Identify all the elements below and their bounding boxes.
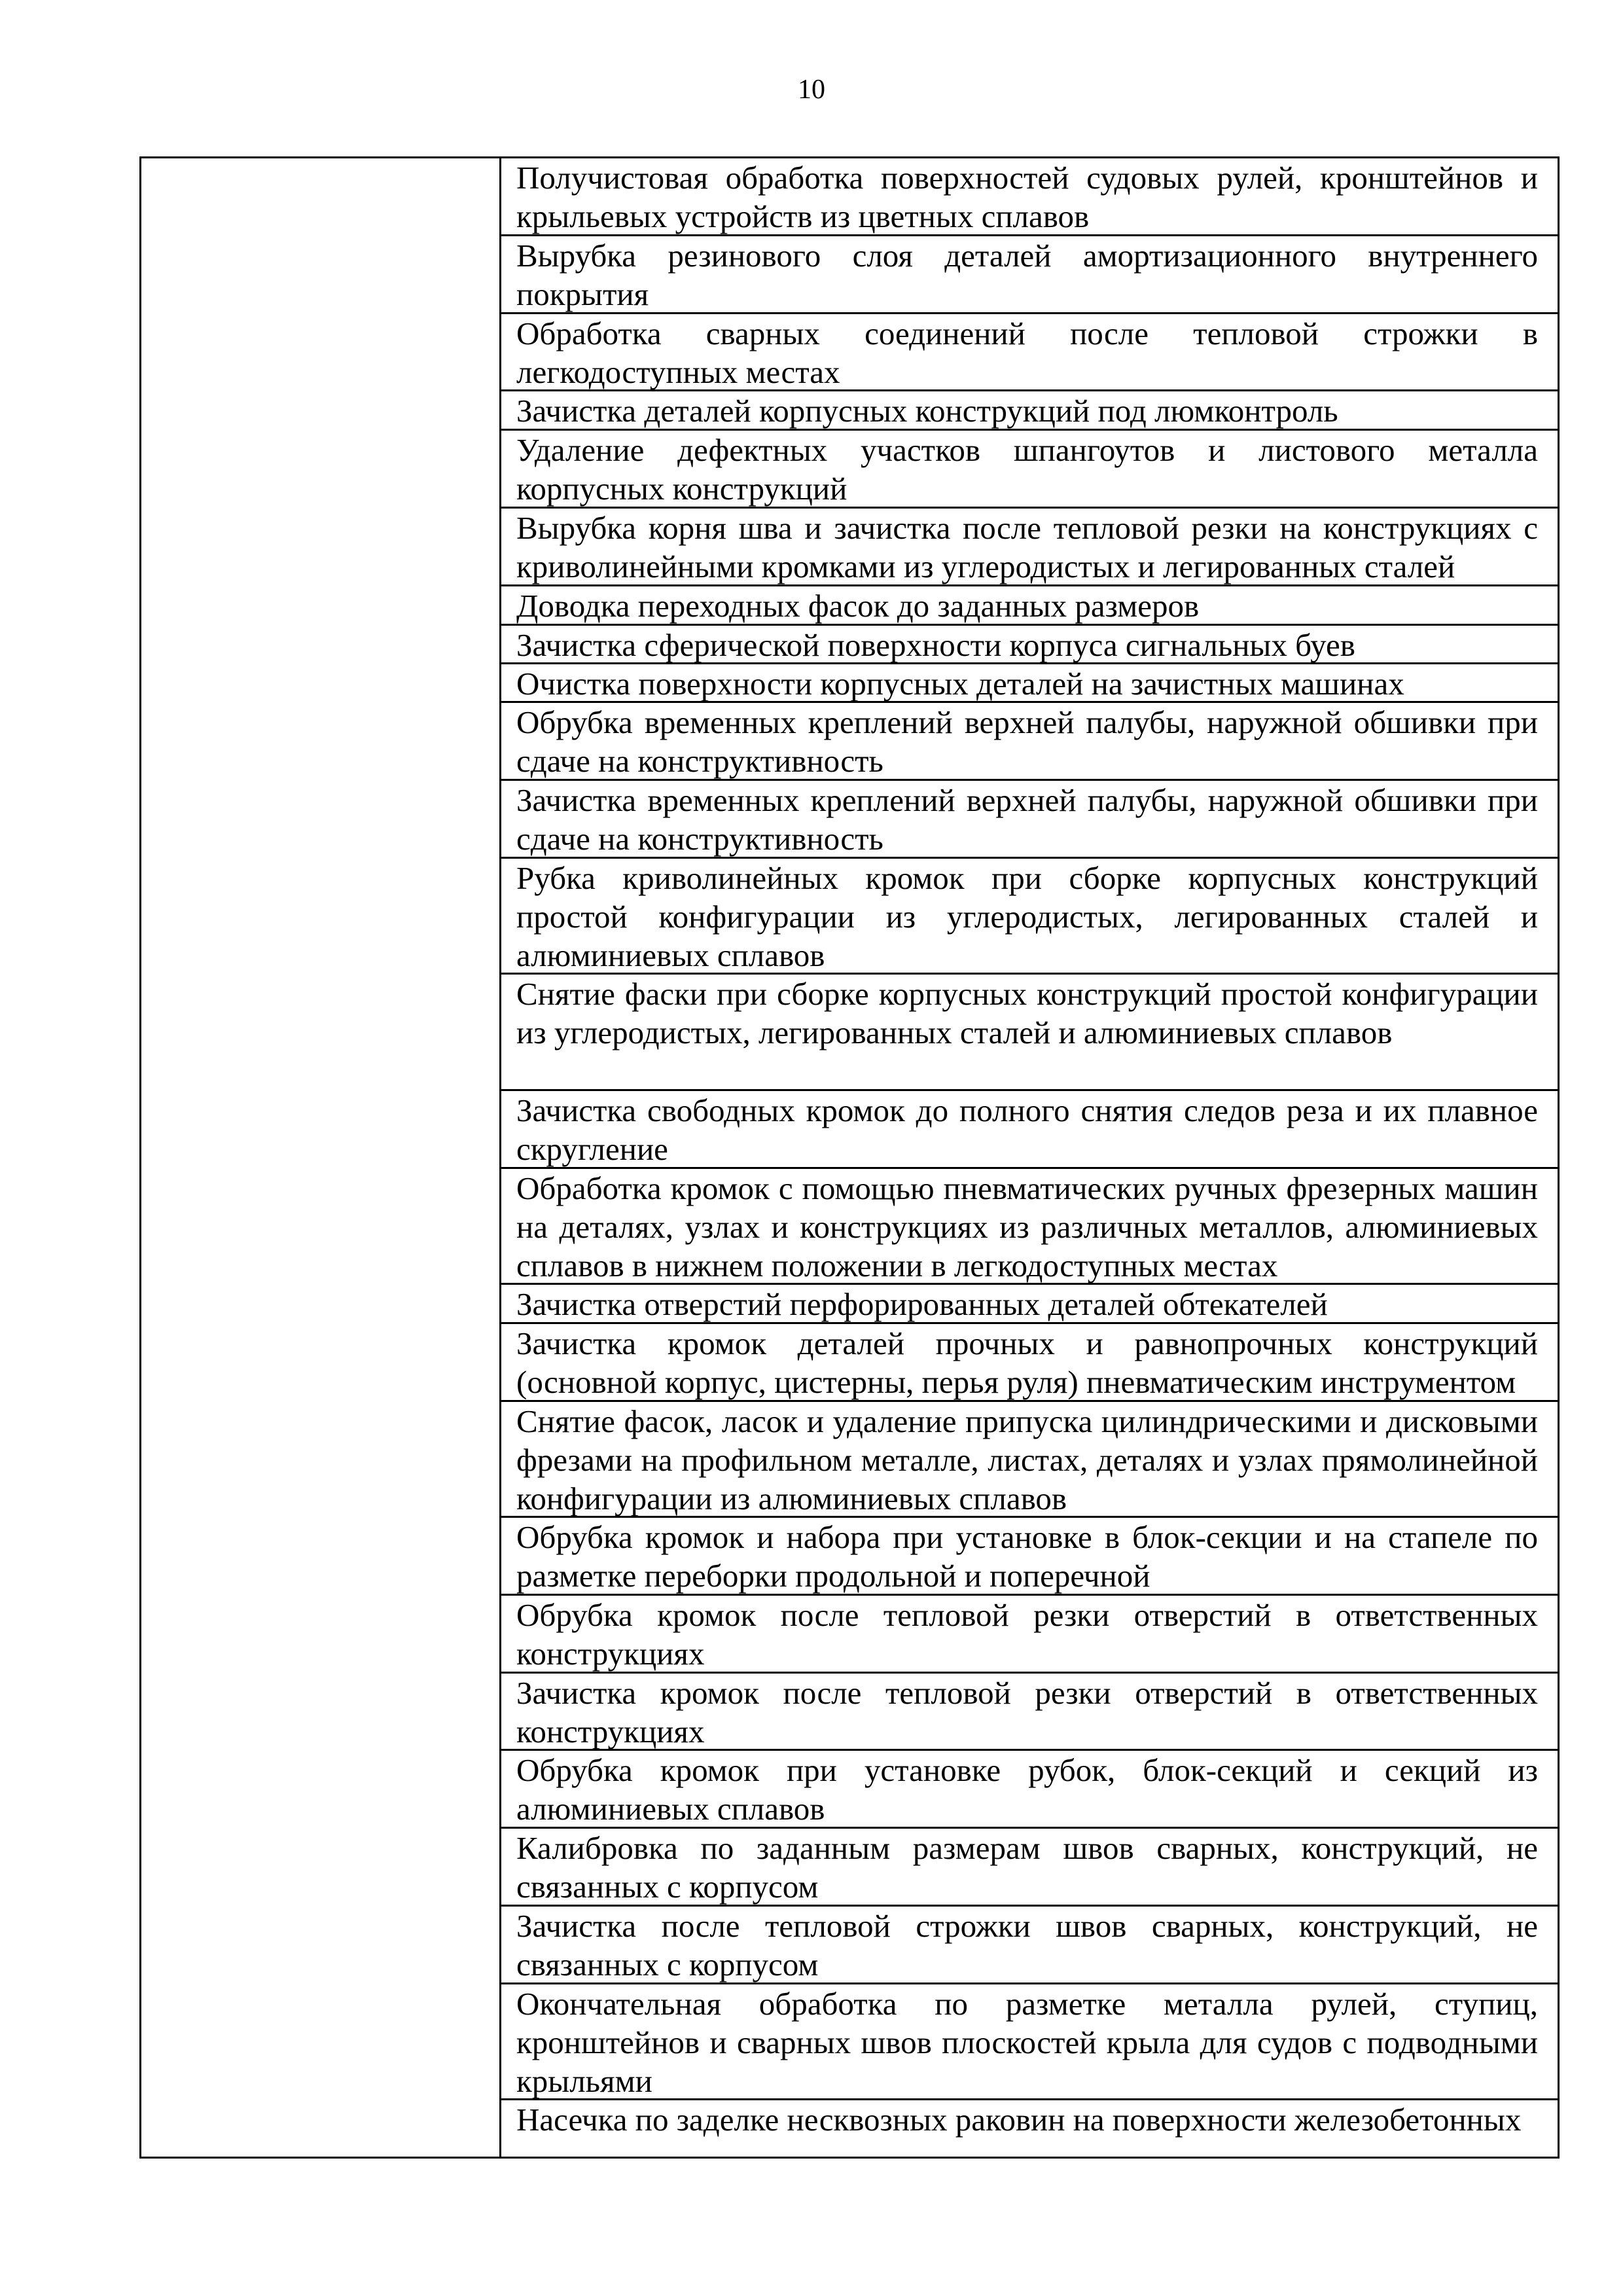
- table-row: Доводка переходных фасок до заданных размеров: [501, 586, 1558, 626]
- table-row: Снятие фасок, ласок и удаление припуска цилиндрическими и дисковыми фрезами на профильном металле, листах, деталях и узлах прямолинейной конфигурации из алюминиевых сплавов: [501, 1402, 1558, 1518]
- table-row: Обрубка кромок при установке рубок, блок-секций и секций из алюминиевых сплавов: [501, 1751, 1558, 1829]
- table-row: Очистка поверхности корпусных деталей на зачистных машинах: [501, 664, 1558, 703]
- table-row: Рубка криволинейных кромок при сборке корпусных конструкций простой конфигурации из углеродистых, легированных сталей и алюминиевых сплавов: [501, 859, 1558, 975]
- table-row: Зачистка кромок после тепловой резки отверстий в ответственных конструкциях: [501, 1674, 1558, 1751]
- table-row: Зачистка свободных кромок до полного снятия следов реза и их плавное скругление: [501, 1091, 1558, 1169]
- table-row: Зачистка после тепловой строжки швов сварных, конструкций, не связанных с корпусом: [501, 1907, 1558, 1984]
- table-row: Удаление дефектных участков шпангоутов и листового металла корпусных конструкций: [501, 431, 1558, 509]
- table-row: Обрубка кромок и набора при установке в блок-секции и на стапеле по разметке переборки продольной и поперечной: [501, 1518, 1558, 1596]
- table-row: Зачистка временных креплений верхней палубы, наружной обшивки при сдаче на конструктивность: [501, 781, 1558, 859]
- table-row: Обработка сварных соединений после тепловой строжки в легкодоступных местах: [501, 314, 1558, 391]
- work-types-table: [139, 156, 1560, 2159]
- table-row: Зачистка деталей корпусных конструкций под люмконтроль: [501, 391, 1558, 431]
- page-number: 10: [798, 75, 825, 105]
- table-row: Насечка по заделке несквозных раковин на поверхности железобетонных: [516, 2102, 1522, 2138]
- table-row: Зачистка кромок деталей прочных и равнопрочных конструкций (основной корпус, цистерны, перья руля) пневматическим инструментом: [501, 1324, 1558, 1402]
- table-row: Вырубка резинового слоя деталей амортизационного внутреннего покрытия: [501, 236, 1558, 314]
- table-right-column: [501, 158, 1558, 2157]
- table-row: Обработка кромок с помощью пневматических ручных фрезерных машин на деталях, узлах и конструкциях из различных металлов, алюминиевых сплавов в нижнем положении в легкодоступных местах: [501, 1169, 1558, 1285]
- table-row: Вырубка корня шва и зачистка после тепловой резки на конструкциях с криволинейными кромками из углеродистых и легированных сталей: [501, 509, 1558, 586]
- table-left-column: [141, 158, 501, 2157]
- table-row: Калибровка по заданным размерам швов сварных, конструкций, не связанных с корпусом: [501, 1829, 1558, 1907]
- table-row: Обрубка временных креплений верхней палубы, наружной обшивки при сдаче на конструктивность: [501, 703, 1558, 781]
- table-row: Зачистка сферической поверхности корпуса сигнальных буев: [501, 626, 1558, 664]
- table-row: Снятие фаски при сборке корпусных конструкций простой конфигурации из углеродистых, легированных сталей и алюминиевых сплавов: [501, 975, 1558, 1091]
- table-row: Получистовая обработка поверхностей судовых рулей, кронштейнов и крыльевых устройств из цветных сплавов: [501, 158, 1558, 236]
- table-row: Окончательная обработка по разметке металла рулей, ступиц, кронштейнов и сварных швов плоскостей крыла для судов с подводными крыльями: [501, 1984, 1558, 2100]
- table-row: Зачистка отверстий перфорированных деталей обтекателей: [501, 1285, 1558, 1324]
- table-row: Обрубка кромок после тепловой резки отверстий в ответственных конструкциях: [501, 1596, 1558, 1674]
